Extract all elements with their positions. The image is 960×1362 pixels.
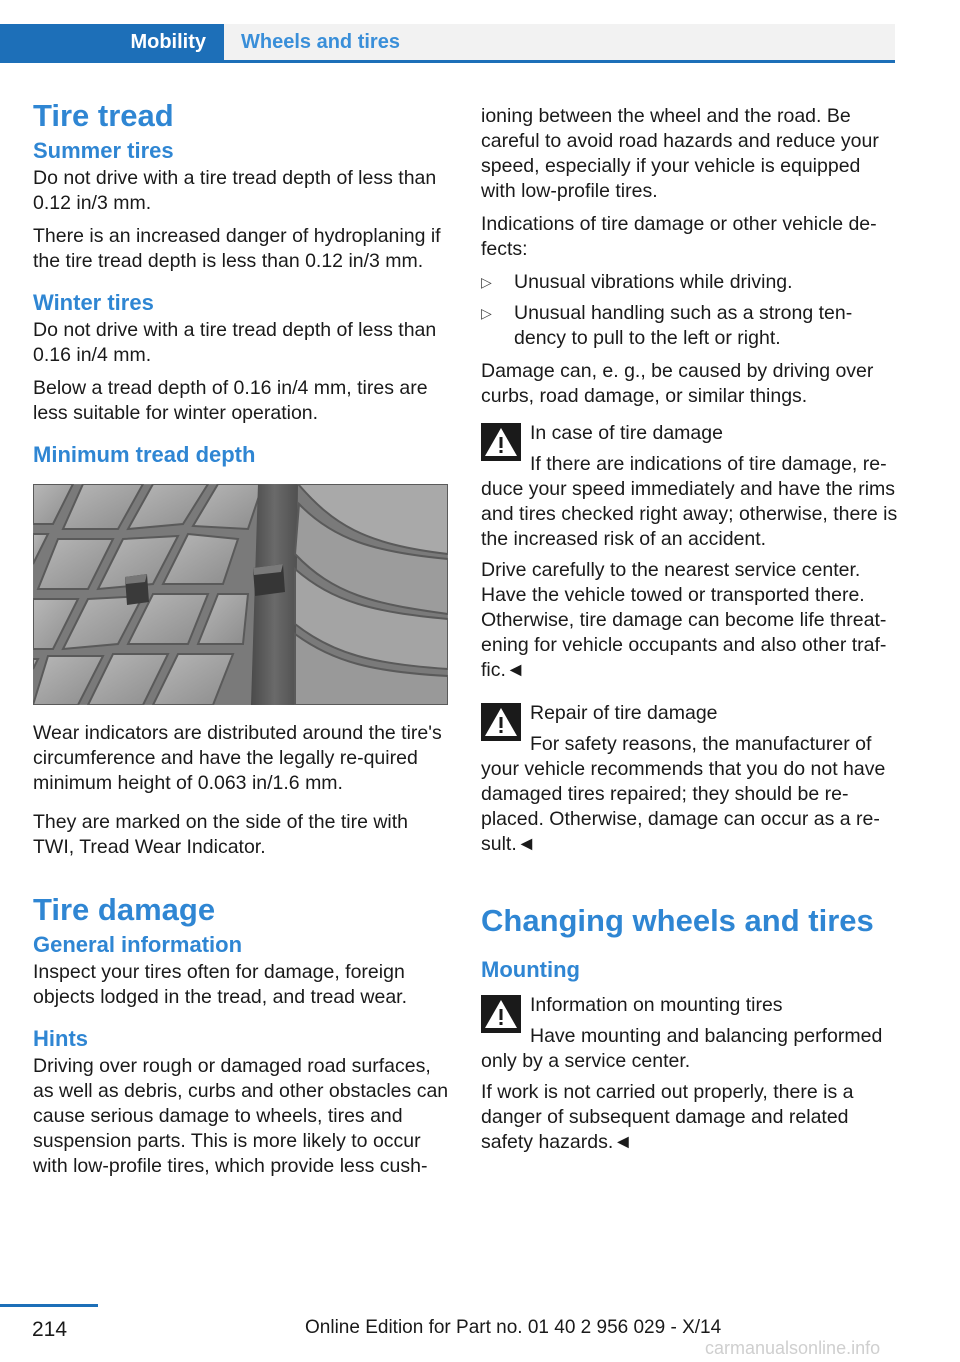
paragraph: There is an increased danger of hydroplaning if the tire tread depth is less than 0.12 in/3 mm. [33, 225, 441, 272]
warning-text: only by a service center. [481, 1050, 691, 1072]
list-item-text: Unusual handling such as a strong ten‐dency to pull to the left or right. [514, 302, 853, 349]
list-item [481, 301, 899, 351]
heading-tire-tread: Tire tread [33, 98, 174, 133]
footer-rule [0, 1304, 98, 1307]
section-tab: Mobility [0, 24, 224, 61]
heading-minimum-tread-depth: Minimum tread depth [33, 442, 256, 467]
paragraph: Below a tread depth of 0.16 in/4 mm, tires are less suitable for winter operation. [33, 377, 428, 424]
heading-winter-tires: Winter tires [33, 290, 154, 315]
warning-icon [481, 423, 521, 461]
page-number: 214 [32, 1318, 68, 1341]
heading-tire-damage: Tire damage [33, 892, 216, 927]
paragraph: They are marked on the side of the tire with TWI, Tread Wear Indicator. [33, 811, 409, 858]
watermark: carmanualsonline.info [705, 1338, 881, 1358]
paragraph: Driving over rough or damaged road surfaces, as well as debris, curbs and other obstacles can cause serious damage to wheels, tires and suspension parts. This is more likely to occur with low-profile tires, which provide less cush‐ [33, 1055, 449, 1177]
paragraph: Indications of tire damage or other vehicle de‐fects: [481, 213, 877, 260]
warning-lead: For safety reasons, the manufacturer of [530, 733, 872, 755]
paragraph: Wear indicators are distributed around the tire's circumference and have the legally re‐quired minimum height of 0.063 in/1.6 mm. [33, 722, 442, 794]
warning-repair [481, 701, 899, 857]
warning-title: Repair of tire damage [530, 702, 718, 724]
warning-tire-damage [481, 421, 899, 683]
heading-mounting: Mounting [481, 957, 580, 982]
paragraph: Do not drive with a tire tread depth of less than 0.16 in/4 mm. [33, 319, 437, 366]
chapter-tab: Wheels and tires [224, 24, 895, 61]
warning-lead: Have mounting and balancing performed [530, 1025, 883, 1047]
bullet-marker: ▷ [481, 274, 492, 290]
paragraph: ioning between the wheel and the road. Be careful to avoid road hazards and reduce your speed, especially if your vehicle is equipped with low-profile tires. [481, 105, 879, 202]
heading-general-information: General information [33, 932, 243, 957]
heading-summer-tires: Summer tires [33, 138, 174, 163]
list-item-text: Unusual vibrations while driving. [514, 271, 793, 293]
warning-lead: If there are indications of tire damage, re‐ [530, 453, 887, 475]
heading-hints: Hints [33, 1026, 88, 1051]
warning-text: your vehicle recommends that you do not have damaged tires repaired; they should be re‐placed. Otherwise, damage can occur as a re‐sult.◄ [481, 758, 886, 855]
bullet-list [481, 270, 899, 351]
paragraph: Damage can, e. g., be caused by driving over curbs, road damage, or similar things. [481, 360, 874, 407]
warning-title: Information on mounting tires [530, 994, 783, 1016]
warning-title: In case of tire damage [530, 422, 723, 444]
paragraph: Do not drive with a tire tread depth of less than 0.12 in/3 mm. [33, 167, 437, 214]
list-item [481, 270, 899, 295]
edition-note: Online Edition for Part no. 01 40 2 956 029 - X/14 [305, 1317, 722, 1338]
bullet-marker: ▷ [481, 305, 492, 321]
heading-changing-wheels: Changing wheels and tires [481, 903, 874, 938]
header-rule [0, 60, 895, 63]
tread-illustration [33, 484, 448, 705]
right-column [481, 104, 899, 1163]
page-header [0, 0, 895, 62]
tire-tread-photo [33, 484, 448, 705]
warning-text: duce your speed immediately and have the rims and tires checked right away; otherwise, there is the increased risk of an accident. [481, 478, 898, 550]
left-column [33, 96, 451, 1187]
warning-text: If work is not carried out properly, there is a danger of subsequent damage and related safety hazards.◄ [481, 1081, 854, 1153]
warning-icon [481, 995, 521, 1033]
warning-mounting [481, 993, 899, 1155]
warning-text: Drive carefully to the nearest service center. Have the vehicle towed or transported there. Otherwise, tire damage can become life threat‐ening for vehicle occupants and also other traf‐fic.◄ [481, 559, 887, 681]
warning-icon [481, 703, 521, 741]
paragraph: Inspect your tires often for damage, foreign objects lodged in the tread, and tread wear. [33, 961, 408, 1008]
